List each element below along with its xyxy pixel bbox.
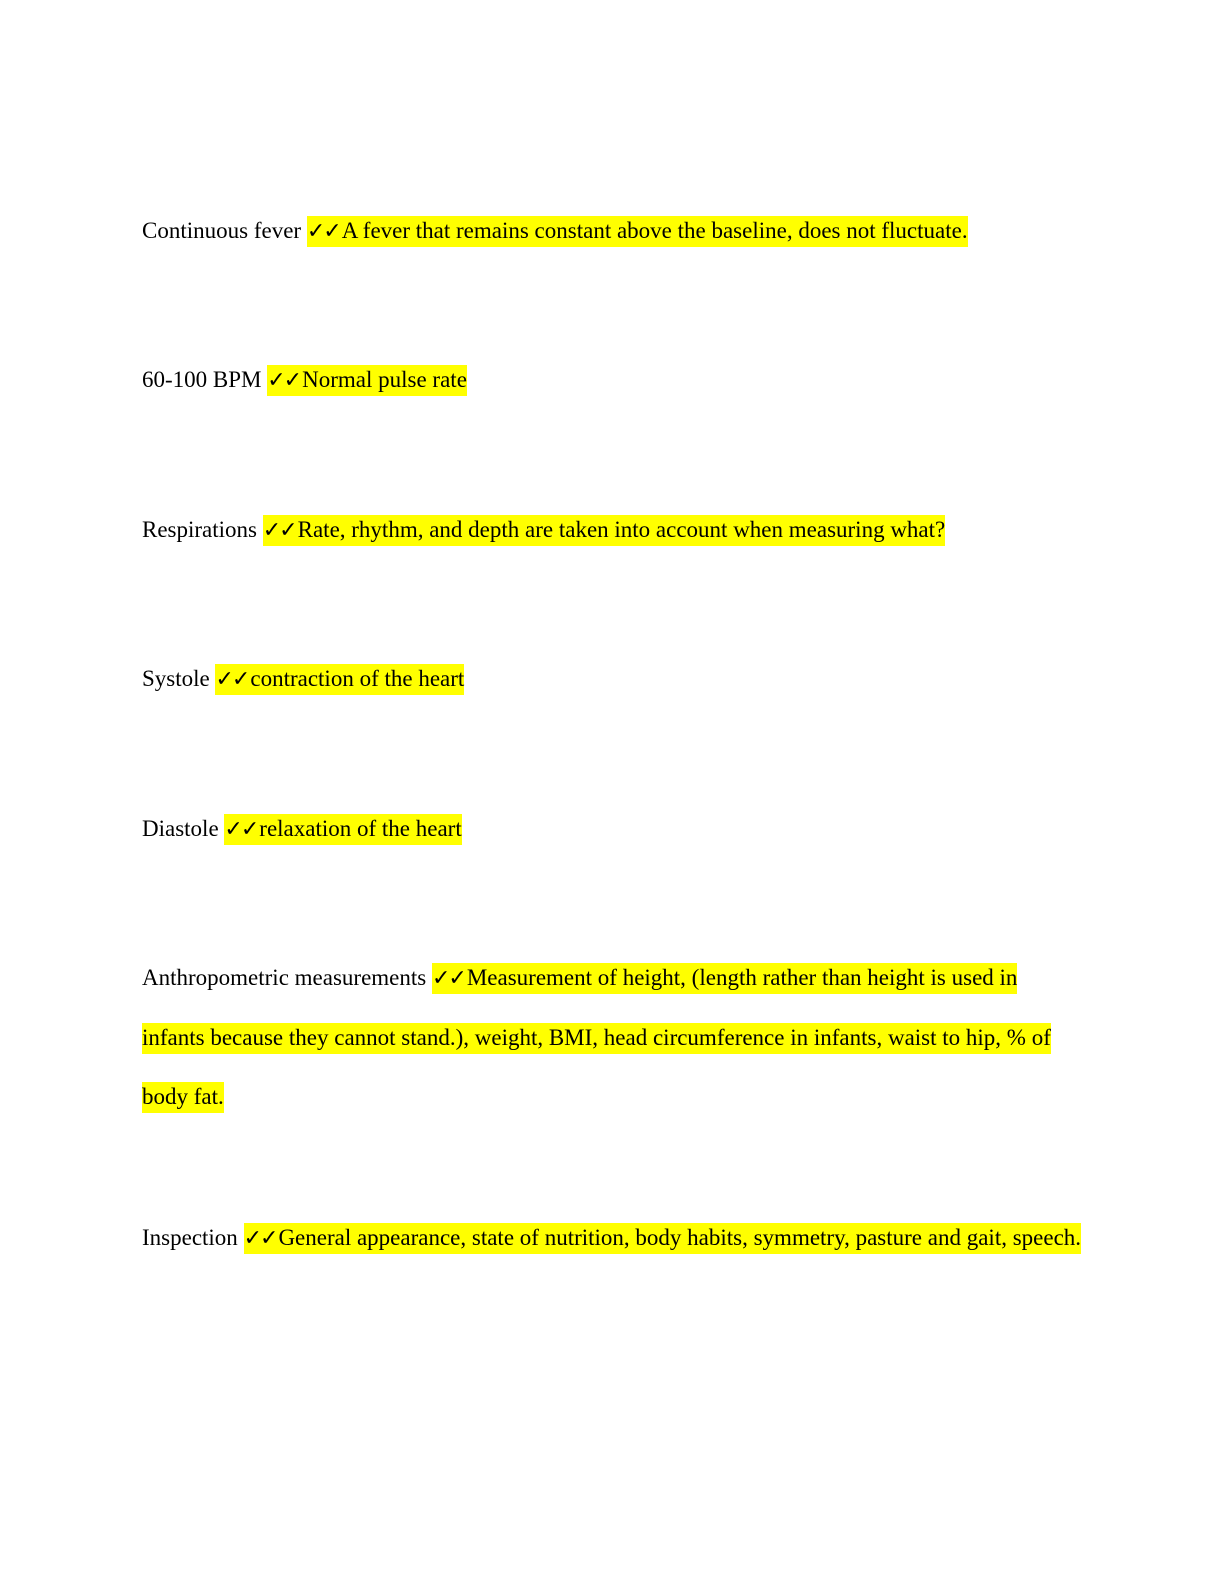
flashcard-entry (142, 1208, 1082, 1268)
definition-text: Rate, rhythm, and depth are taken into account when measuring what? (297, 517, 946, 542)
term-text: 60-100 BPM (142, 367, 262, 392)
term-text: Inspection (142, 1225, 238, 1250)
definition-highlight (263, 515, 946, 546)
definition-text: relaxation of the heart (259, 816, 462, 841)
double-check-icon: ✓✓ (262, 518, 296, 543)
definition-text: Measurement of height, (length rather than height is used in infants because they cannot stand.), weight, BMI, head circumference in infants, waist to hip, % of body fat. (142, 965, 1051, 1109)
term-text: Anthropometric measurements (142, 965, 427, 990)
definition-highlight (224, 814, 461, 845)
flashcard-entry (142, 948, 1082, 1126)
term-text: Systole (142, 666, 210, 691)
double-check-icon: ✓✓ (306, 219, 340, 244)
flashcard-entry (142, 350, 1082, 410)
definition-text: A fever that remains constant above the baseline, does not fluctuate. (341, 218, 968, 243)
flashcard-entry (142, 500, 1082, 560)
term-text: Respirations (142, 517, 257, 542)
double-check-icon: ✓✓ (243, 1226, 277, 1251)
definition-text: Normal pulse rate (302, 367, 467, 392)
double-check-icon: ✓✓ (215, 667, 249, 692)
definition-highlight (267, 365, 467, 396)
term-text: Continuous fever (142, 218, 302, 243)
definition-text: General appearance, state of nutrition, body habits, symmetry, pasture and gait, speech. (278, 1225, 1082, 1250)
term-text: Diastole (142, 816, 219, 841)
flashcard-entry (142, 201, 1082, 261)
flashcard-entry (142, 799, 1082, 859)
definition-highlight (215, 664, 464, 695)
definition-text: contraction of the heart (250, 666, 465, 691)
definition-highlight (307, 216, 968, 247)
definition-highlight (244, 1223, 1081, 1254)
flashcard-entry (142, 649, 1082, 709)
double-check-icon: ✓✓ (267, 368, 301, 393)
double-check-icon: ✓✓ (431, 966, 465, 991)
double-check-icon: ✓✓ (224, 817, 258, 842)
